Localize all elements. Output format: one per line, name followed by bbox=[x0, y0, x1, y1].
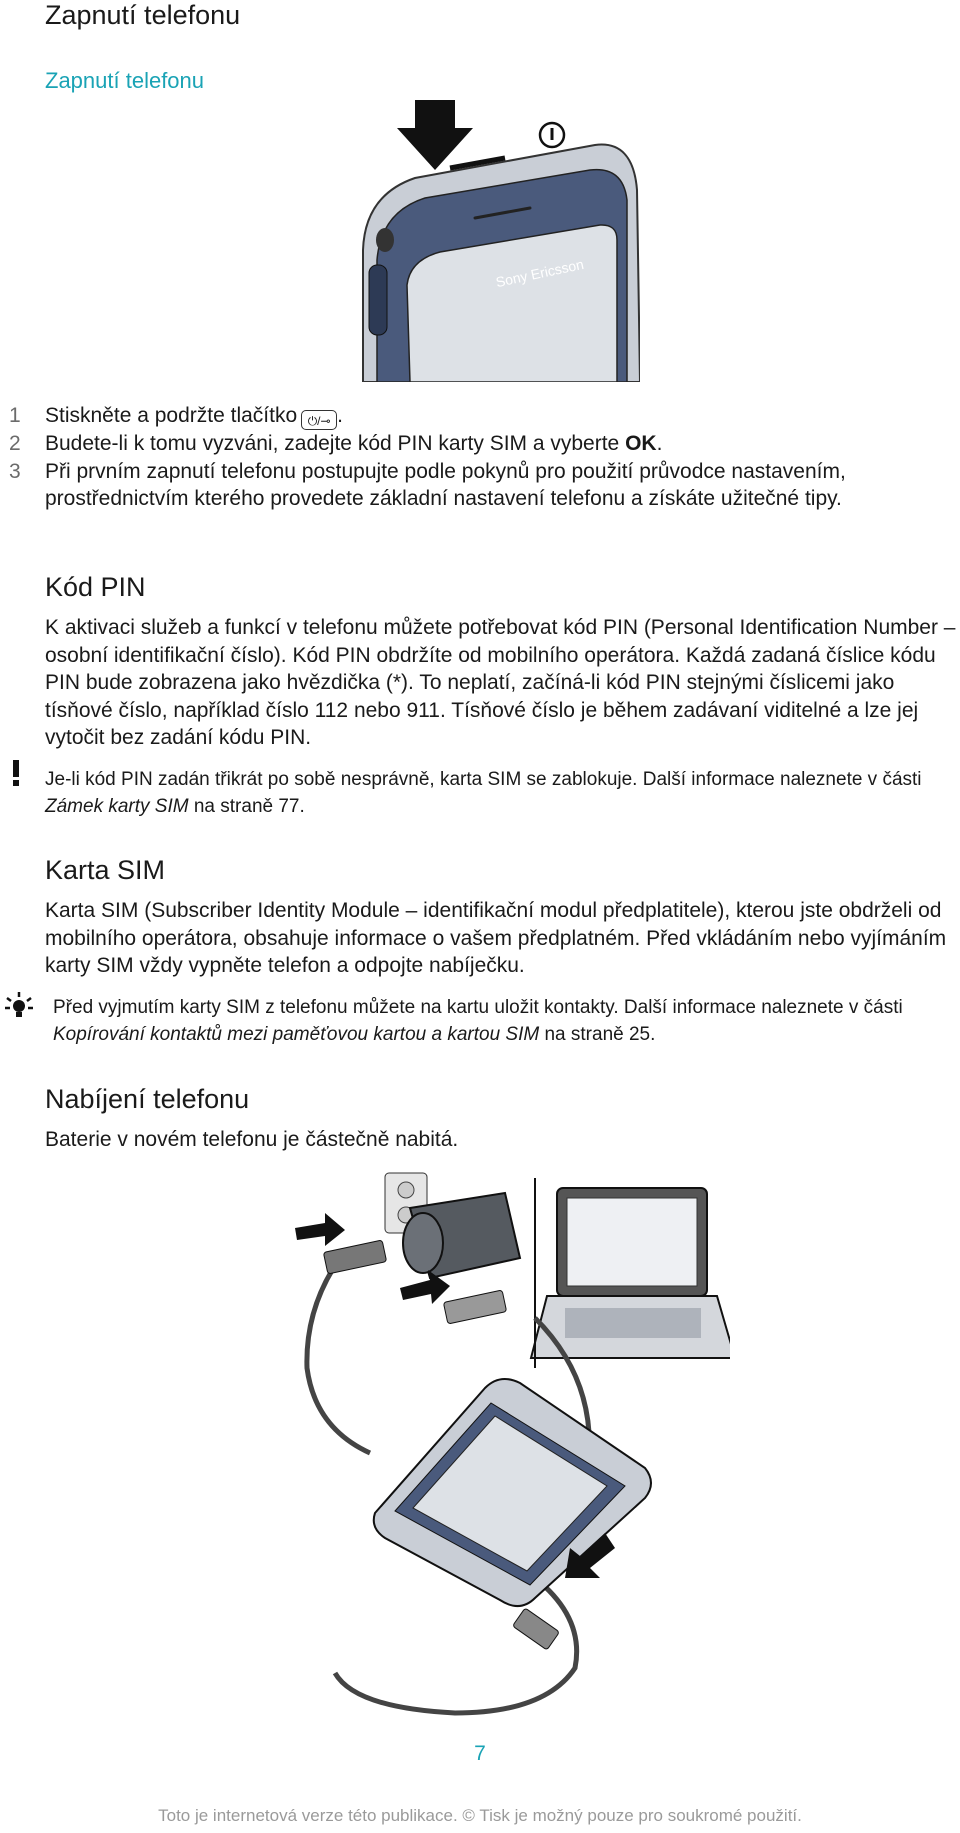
step-suffix: . bbox=[337, 404, 343, 427]
ok-label: OK bbox=[625, 432, 657, 455]
page-title: Zapnutí telefonu bbox=[45, 0, 241, 30]
power-icon bbox=[537, 120, 567, 150]
warning-suffix: na straně 77. bbox=[188, 796, 305, 817]
warning-link[interactable]: Zámek karty SIM bbox=[45, 796, 189, 817]
pin-body: K aktivaci služeb a funkcí v telefonu můžete potřebovat kód PIN (Personal Identification Number – osobní identifikační číslo). Kód PIN obdržíte od mobilního operátora. Každá zadaná číslice kódu PIN bude zobrazena jako hvězdička (*). To neplatí, začíná-li kód PIN stejnými číslicemi jako tísňové číslo, například číslo 112 nebo 911. Tísňové číslo je během zadávaní viditelné a lze jej vytočit bez zadání kódu PIN. bbox=[45, 616, 956, 749]
steps-list bbox=[9, 402, 957, 513]
footer-notice: Toto je internetová verze této publikace. © Tisk je možný pouze pro soukromé použití. bbox=[158, 1806, 802, 1825]
charging-heading: Nabíjení telefonu bbox=[45, 1084, 250, 1114]
step-number: 3 bbox=[9, 459, 21, 483]
tip-link[interactable]: Kopírování kontaktů mezi paměťovou kartou a kartou SIM bbox=[53, 1024, 540, 1045]
tip-text: Před vyjmutím karty SIM z telefonu můžete na kartu uložit kontakty. Další informace naleznete v části bbox=[53, 997, 903, 1018]
step-text: Při prvním zapnutí telefonu postupujte podle pokynů pro použití průvodce nastavením, prostřednictvím kterého provedete základní nastavení telefonu a získáte užitečné tipy. bbox=[45, 459, 846, 510]
step-suffix: . bbox=[656, 432, 663, 455]
sim-body: Karta SIM (Subscriber Identity Module – identifikační modul předplatitele), kterou jste obdrželi od mobilního operátora, obsahuje informace o vašem předplatném. Před vkládáním nebo vyjímáním karty SIM vždy vypněte telefon a odpojte nabíječku. bbox=[45, 899, 947, 977]
exclamation-icon bbox=[10, 760, 22, 786]
step-text: Budete-li k tomu vyzváni, zadejte kód PIN karty SIM a vyberte bbox=[45, 432, 626, 455]
lightbulb-icon bbox=[4, 990, 34, 1020]
tip-suffix: na straně 25. bbox=[539, 1024, 656, 1045]
charging-body: Baterie v novém telefonu je částečně nabitá. bbox=[45, 1128, 459, 1151]
step-item bbox=[9, 402, 957, 430]
step-text: Stiskněte a podržte tlačítko bbox=[45, 404, 298, 427]
power-on-illustration bbox=[355, 100, 640, 382]
pin-warning bbox=[45, 766, 957, 820]
step-number: 1 bbox=[9, 404, 21, 427]
sim-tip bbox=[53, 994, 953, 1048]
power-key-icon: ⏻/⊸ bbox=[301, 410, 337, 430]
step-number: 2 bbox=[9, 432, 21, 455]
page-number: 7 bbox=[474, 1742, 486, 1765]
phone-brand-label: Sony Ericsson bbox=[494, 255, 586, 291]
warning-text: Je-li kód PIN zadán třikrát po sobě nesprávně, karta SIM se zablokuje. Další informace naleznete v části bbox=[45, 769, 922, 790]
step-item bbox=[9, 430, 957, 458]
pin-heading: Kód PIN bbox=[45, 572, 146, 602]
section-subtitle: Zapnutí telefonu bbox=[45, 68, 205, 93]
sim-heading: Karta SIM bbox=[45, 855, 166, 885]
charging-illustration bbox=[295, 1168, 730, 1723]
step-item bbox=[9, 458, 957, 513]
